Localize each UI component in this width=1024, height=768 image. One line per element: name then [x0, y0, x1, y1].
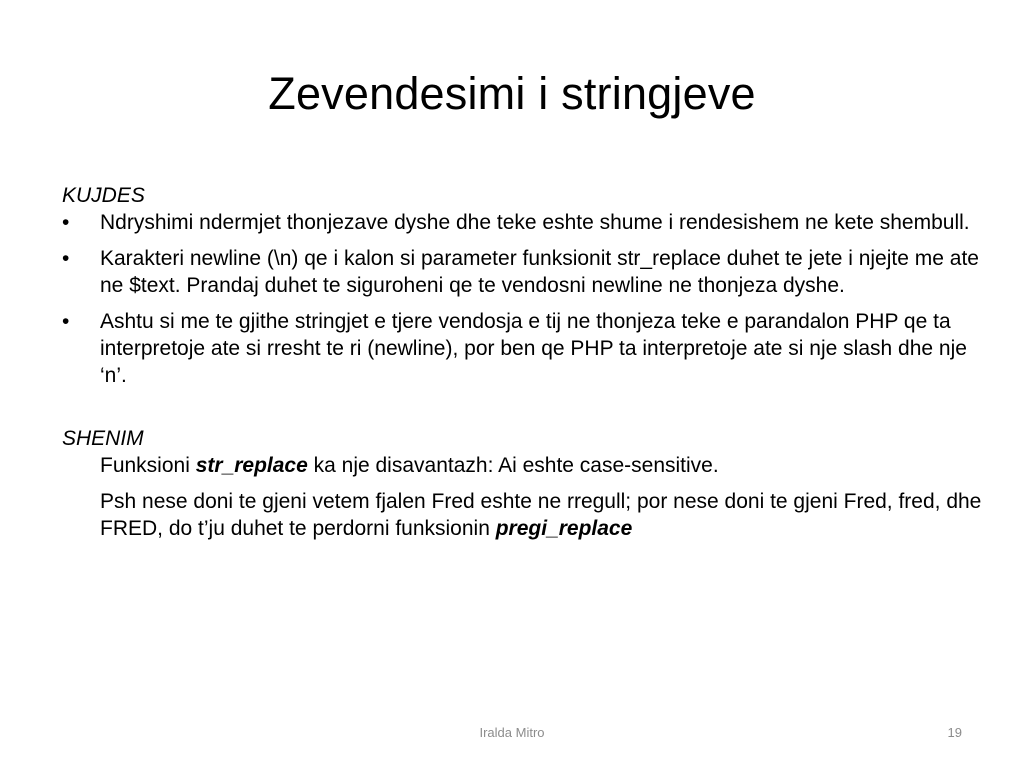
shenim-label: SHENIM: [62, 427, 144, 450]
bullet-item: [62, 209, 982, 236]
note-text: ka nje disavantazh: Ai eshte case-sensitive.: [307, 454, 719, 477]
bullet-list: [62, 209, 982, 389]
footer-author: Iralda Mitro: [479, 725, 545, 740]
function-name-str-replace: str_replace: [195, 454, 308, 477]
note-text: Psh nese doni te gjeni vetem fjalen Fred eshte ne rregull; por nese doni te gjeni Fred, fred, dhe FRED, do t’ju duhet te perdorni funksionin: [100, 490, 982, 540]
slide-number: 19: [947, 725, 962, 740]
bullet-text: Ashtu si me te gjithe stringjet e tjere vendosja e tij ne thonjeza teke e parandalon PHP qe ta interpretoje ate si rresht te ri (newline), por ben qe PHP ta interpretoje ate si nje slash dhe nje ‘n’.: [100, 310, 967, 387]
slide-title: Zevendesimi i stringjeve: [268, 68, 756, 119]
note-text: Funksioni: [100, 454, 196, 477]
bullet-text: Karakteri newline (\n) qe i kalon si parameter funksionit str_replace duhet te jete i njejte me ate ne $text. Prandaj duhet te siguroheni qe te vendosni newline ne thonjeza dyshe.: [100, 247, 979, 297]
function-name-pregi-replace: pregi_replace: [495, 517, 633, 540]
bullet-item: [62, 245, 982, 299]
bullet-item: [62, 308, 982, 389]
slide-body: [62, 182, 982, 551]
bullet-text: Ndryshimi ndermjet thonjezave dyshe dhe teke eshte shume i rendesishem ne kete shembull.: [100, 211, 970, 234]
bullet-icon: •: [62, 247, 70, 270]
bullet-icon: •: [62, 310, 70, 333]
note-example: [62, 488, 982, 542]
note-case-sensitive: [62, 452, 982, 479]
kujdes-label: KUJDES: [62, 184, 145, 207]
spacer: [62, 398, 982, 425]
bullet-icon: •: [62, 211, 70, 234]
